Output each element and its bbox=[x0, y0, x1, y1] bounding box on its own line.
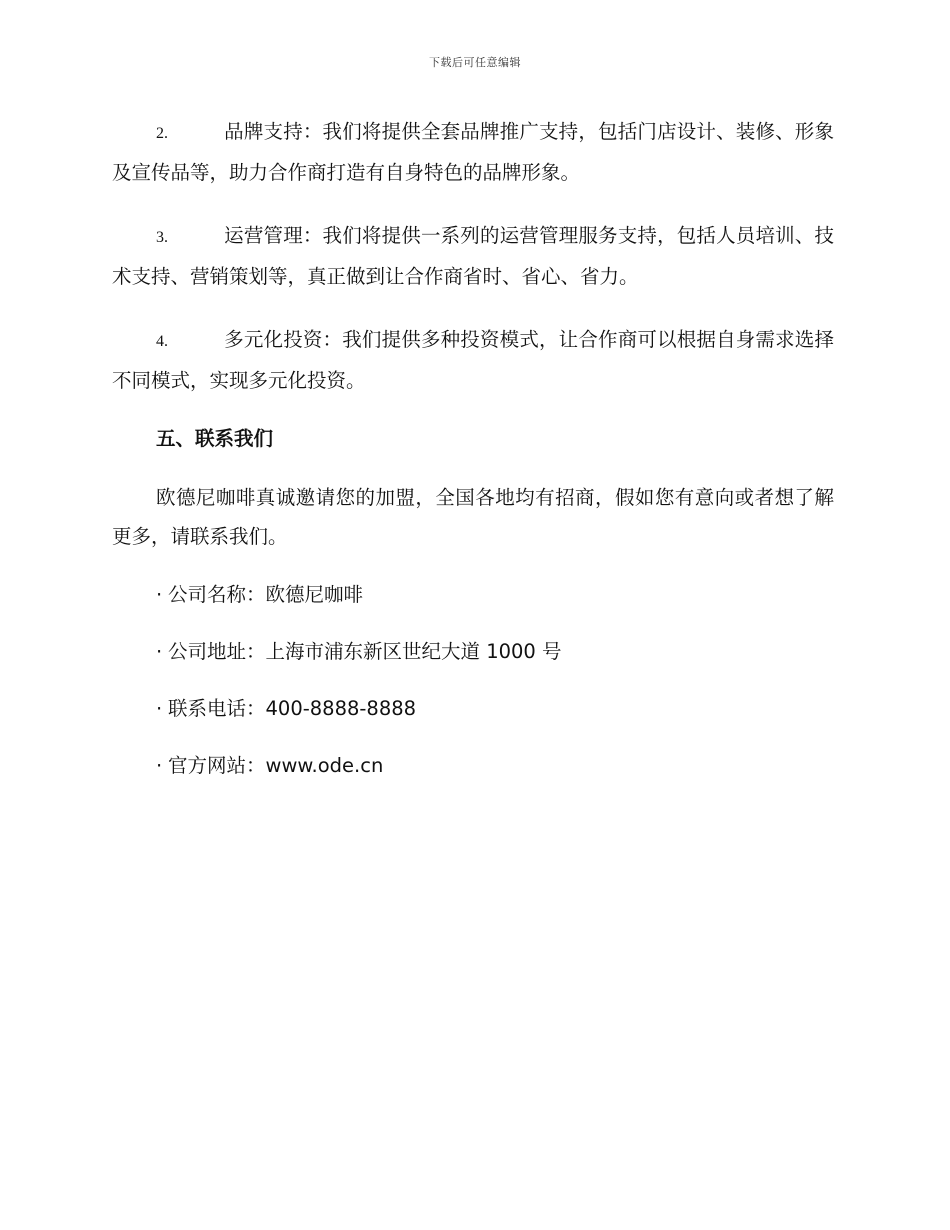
list-item-text: 运营管理：我们将提供一系列的运营管理服务支持，包括人员培训、技术支持、营销策划等，真正做到让合作商省时、省心、省力。 bbox=[112, 224, 834, 288]
page-header: 下载后可任意编辑 bbox=[429, 56, 521, 69]
invitation-paragraph: 欧德尼咖啡真诚邀请您的加盟，全国各地均有招商，假如您有意向或者想了解更多，请联系我们。 bbox=[112, 486, 834, 548]
list-item-text: 多元化投资：我们提供多种投资模式，让合作商可以根据自身需求选择不同模式，实现多元化投资。 bbox=[112, 328, 834, 392]
contact-text: 联系电话：400-8888-8888 bbox=[168, 697, 417, 720]
contact-company-name bbox=[156, 580, 834, 610]
list-item-operations-management bbox=[112, 216, 834, 296]
contact-company-address bbox=[156, 637, 834, 667]
contact-text: 公司地址：上海市浦东新区世纪大道 1000 号 bbox=[168, 640, 562, 663]
bullet-icon: · bbox=[156, 640, 163, 663]
contact-website bbox=[156, 751, 834, 781]
list-item-brand-support bbox=[112, 112, 834, 192]
list-item-number: 2. bbox=[156, 125, 168, 142]
bullet-icon: · bbox=[156, 697, 163, 720]
list-item-number: 3. bbox=[156, 229, 168, 246]
section-heading: 五、联系我们 bbox=[156, 427, 274, 450]
contact-text: 官方网站：www.ode.cn bbox=[168, 754, 384, 777]
bullet-icon: · bbox=[156, 583, 163, 606]
contact-text: 公司名称：欧德尼咖啡 bbox=[168, 583, 364, 606]
document-body bbox=[112, 112, 834, 808]
list-item-diversified-investment bbox=[112, 320, 834, 400]
list-item-number: 4. bbox=[156, 333, 168, 350]
contact-phone bbox=[156, 694, 834, 724]
list-item-text: 品牌支持：我们将提供全套品牌推广支持，包括门店设计、装修、形象及宣传品等，助力合作商打造有自身特色的品牌形象。 bbox=[112, 120, 834, 184]
bullet-icon: · bbox=[156, 754, 163, 777]
